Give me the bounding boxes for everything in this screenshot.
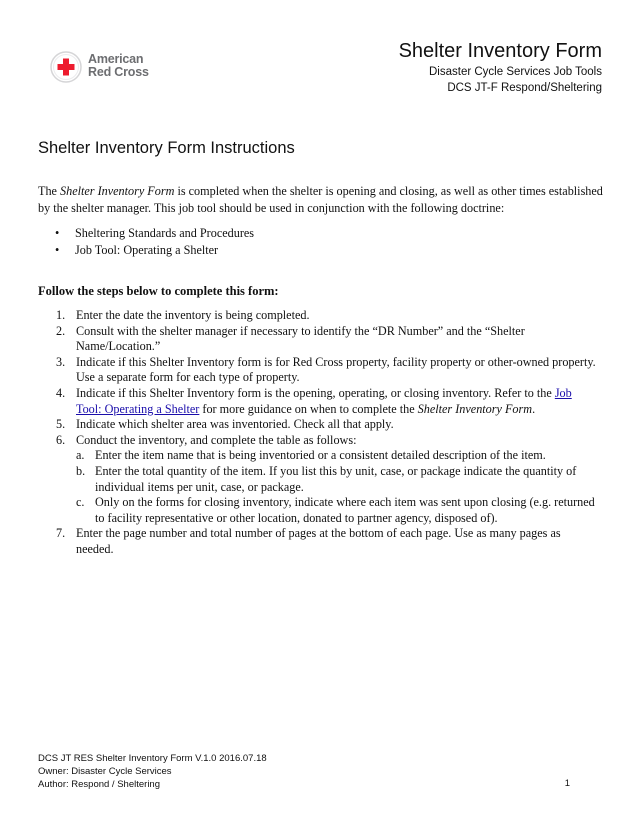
step-number: 7.: [56, 526, 66, 541]
step-number: 6.: [56, 432, 66, 447]
operating-shelter-link[interactable]: Job Tool: Operating a Shelter: [76, 385, 572, 416]
document-header: [399, 38, 602, 96]
intro-paragraph: [38, 183, 608, 216]
substep-a: [76, 448, 598, 464]
logo-line-1: American: [88, 52, 144, 66]
logo-wordmark: [88, 53, 149, 79]
step-form-name: Shelter Inventory Form: [417, 401, 533, 416]
step-6: [38, 433, 598, 527]
substep-text: Only on the forms for closing inventory, indicate where each item was sent upon closing (e.g. returned to facility representative or other location, donated to partner agency, disposed of).: [95, 495, 595, 525]
doctrine-item: Job Tool: Operating a Shelter: [75, 243, 219, 257]
step-2: [38, 324, 598, 355]
step-text-2: for more guidance on when to complete the: [199, 401, 418, 416]
logo-line-2: Red Cross: [88, 65, 149, 79]
steps-list: [38, 308, 598, 558]
step-text: Consult with the shelter manager if necessary to identify the “DR Number” and the “Shelter Name/Location.”: [76, 323, 525, 354]
substeps-list: [76, 448, 598, 526]
substep-b: [76, 464, 598, 495]
doctrine-item: Sheltering Standards and Procedures: [75, 226, 255, 240]
red-cross-logo: [50, 51, 160, 87]
intro-text-1: The: [38, 184, 60, 198]
red-cross-icon: [50, 51, 82, 83]
doctrine-list: [38, 225, 254, 259]
page-number: 1: [564, 778, 570, 789]
footer-author: Author: Respond / Sheltering: [38, 779, 160, 790]
substep-letter: c.: [76, 495, 85, 510]
step-number: 3.: [56, 354, 66, 369]
step-text: Enter the page number and total number of pages at the bottom of each page. Use as many pages as needed.: [76, 526, 561, 556]
step-5: [38, 417, 598, 433]
substep-text: Enter the total quantity of the item. If you list this by unit, case, or package indicate the quantity of individual items per unit, case, or package.: [95, 463, 577, 494]
document-footer: [38, 752, 267, 791]
step-text: Indicate if this Shelter Inventory form is for Red Cross property, facility property or other-owned property. Use a separate form for each type of property.: [76, 354, 596, 385]
step-3: [38, 355, 598, 386]
step-text: Indicate which shelter area was inventoried. Check all that apply.: [76, 417, 394, 432]
document-title: Shelter Inventory Form: [398, 40, 602, 62]
step-text-3: .: [532, 401, 536, 416]
section-title: Shelter Inventory Form Instructions: [38, 139, 295, 157]
list-item: [38, 242, 254, 259]
step-number: 2.: [56, 323, 66, 338]
list-item: [38, 225, 254, 242]
document-subtitle-2: DCS JT-F Respond/Sheltering: [447, 82, 602, 94]
bullet-icon: •: [55, 226, 60, 240]
substep-letter: b.: [76, 463, 86, 478]
substep-text: Enter the item name that is being inventoried or a consistent detailed description of the item.: [95, 448, 546, 463]
intro-text-2: is completed when the shelter is opening and closing, as well as other times established by the shelter manager. This job tool should be used in conjunction with the following doctrine:: [38, 184, 603, 215]
step-number: 1.: [56, 308, 66, 322]
document-subtitle-1: Disaster Cycle Services Job Tools: [429, 66, 602, 78]
bullet-icon: •: [55, 243, 60, 257]
steps-heading: Follow the steps below to complete this form:: [38, 284, 279, 298]
step-1: [38, 308, 598, 324]
step-text: Enter the date the inventory is being completed.: [76, 308, 310, 322]
intro-form-name: Shelter Inventory Form: [60, 184, 175, 198]
step-4: [38, 386, 598, 417]
step-number: 4.: [56, 385, 66, 400]
step-7: [38, 526, 598, 557]
step-text: Conduct the inventory, and complete the table as follows:: [76, 432, 357, 447]
substep-letter: a.: [76, 448, 85, 463]
step-text-1: Indicate if this Shelter Inventory form is the opening, operating, or closing inventory. Refer to the: [76, 385, 555, 400]
footer-owner: Owner: Disaster Cycle Services: [38, 766, 172, 777]
footer-version: DCS JT RES Shelter Inventory Form V.1.0 2016.07.18: [38, 753, 267, 764]
substep-c: [76, 495, 598, 526]
step-number: 5.: [56, 417, 66, 432]
